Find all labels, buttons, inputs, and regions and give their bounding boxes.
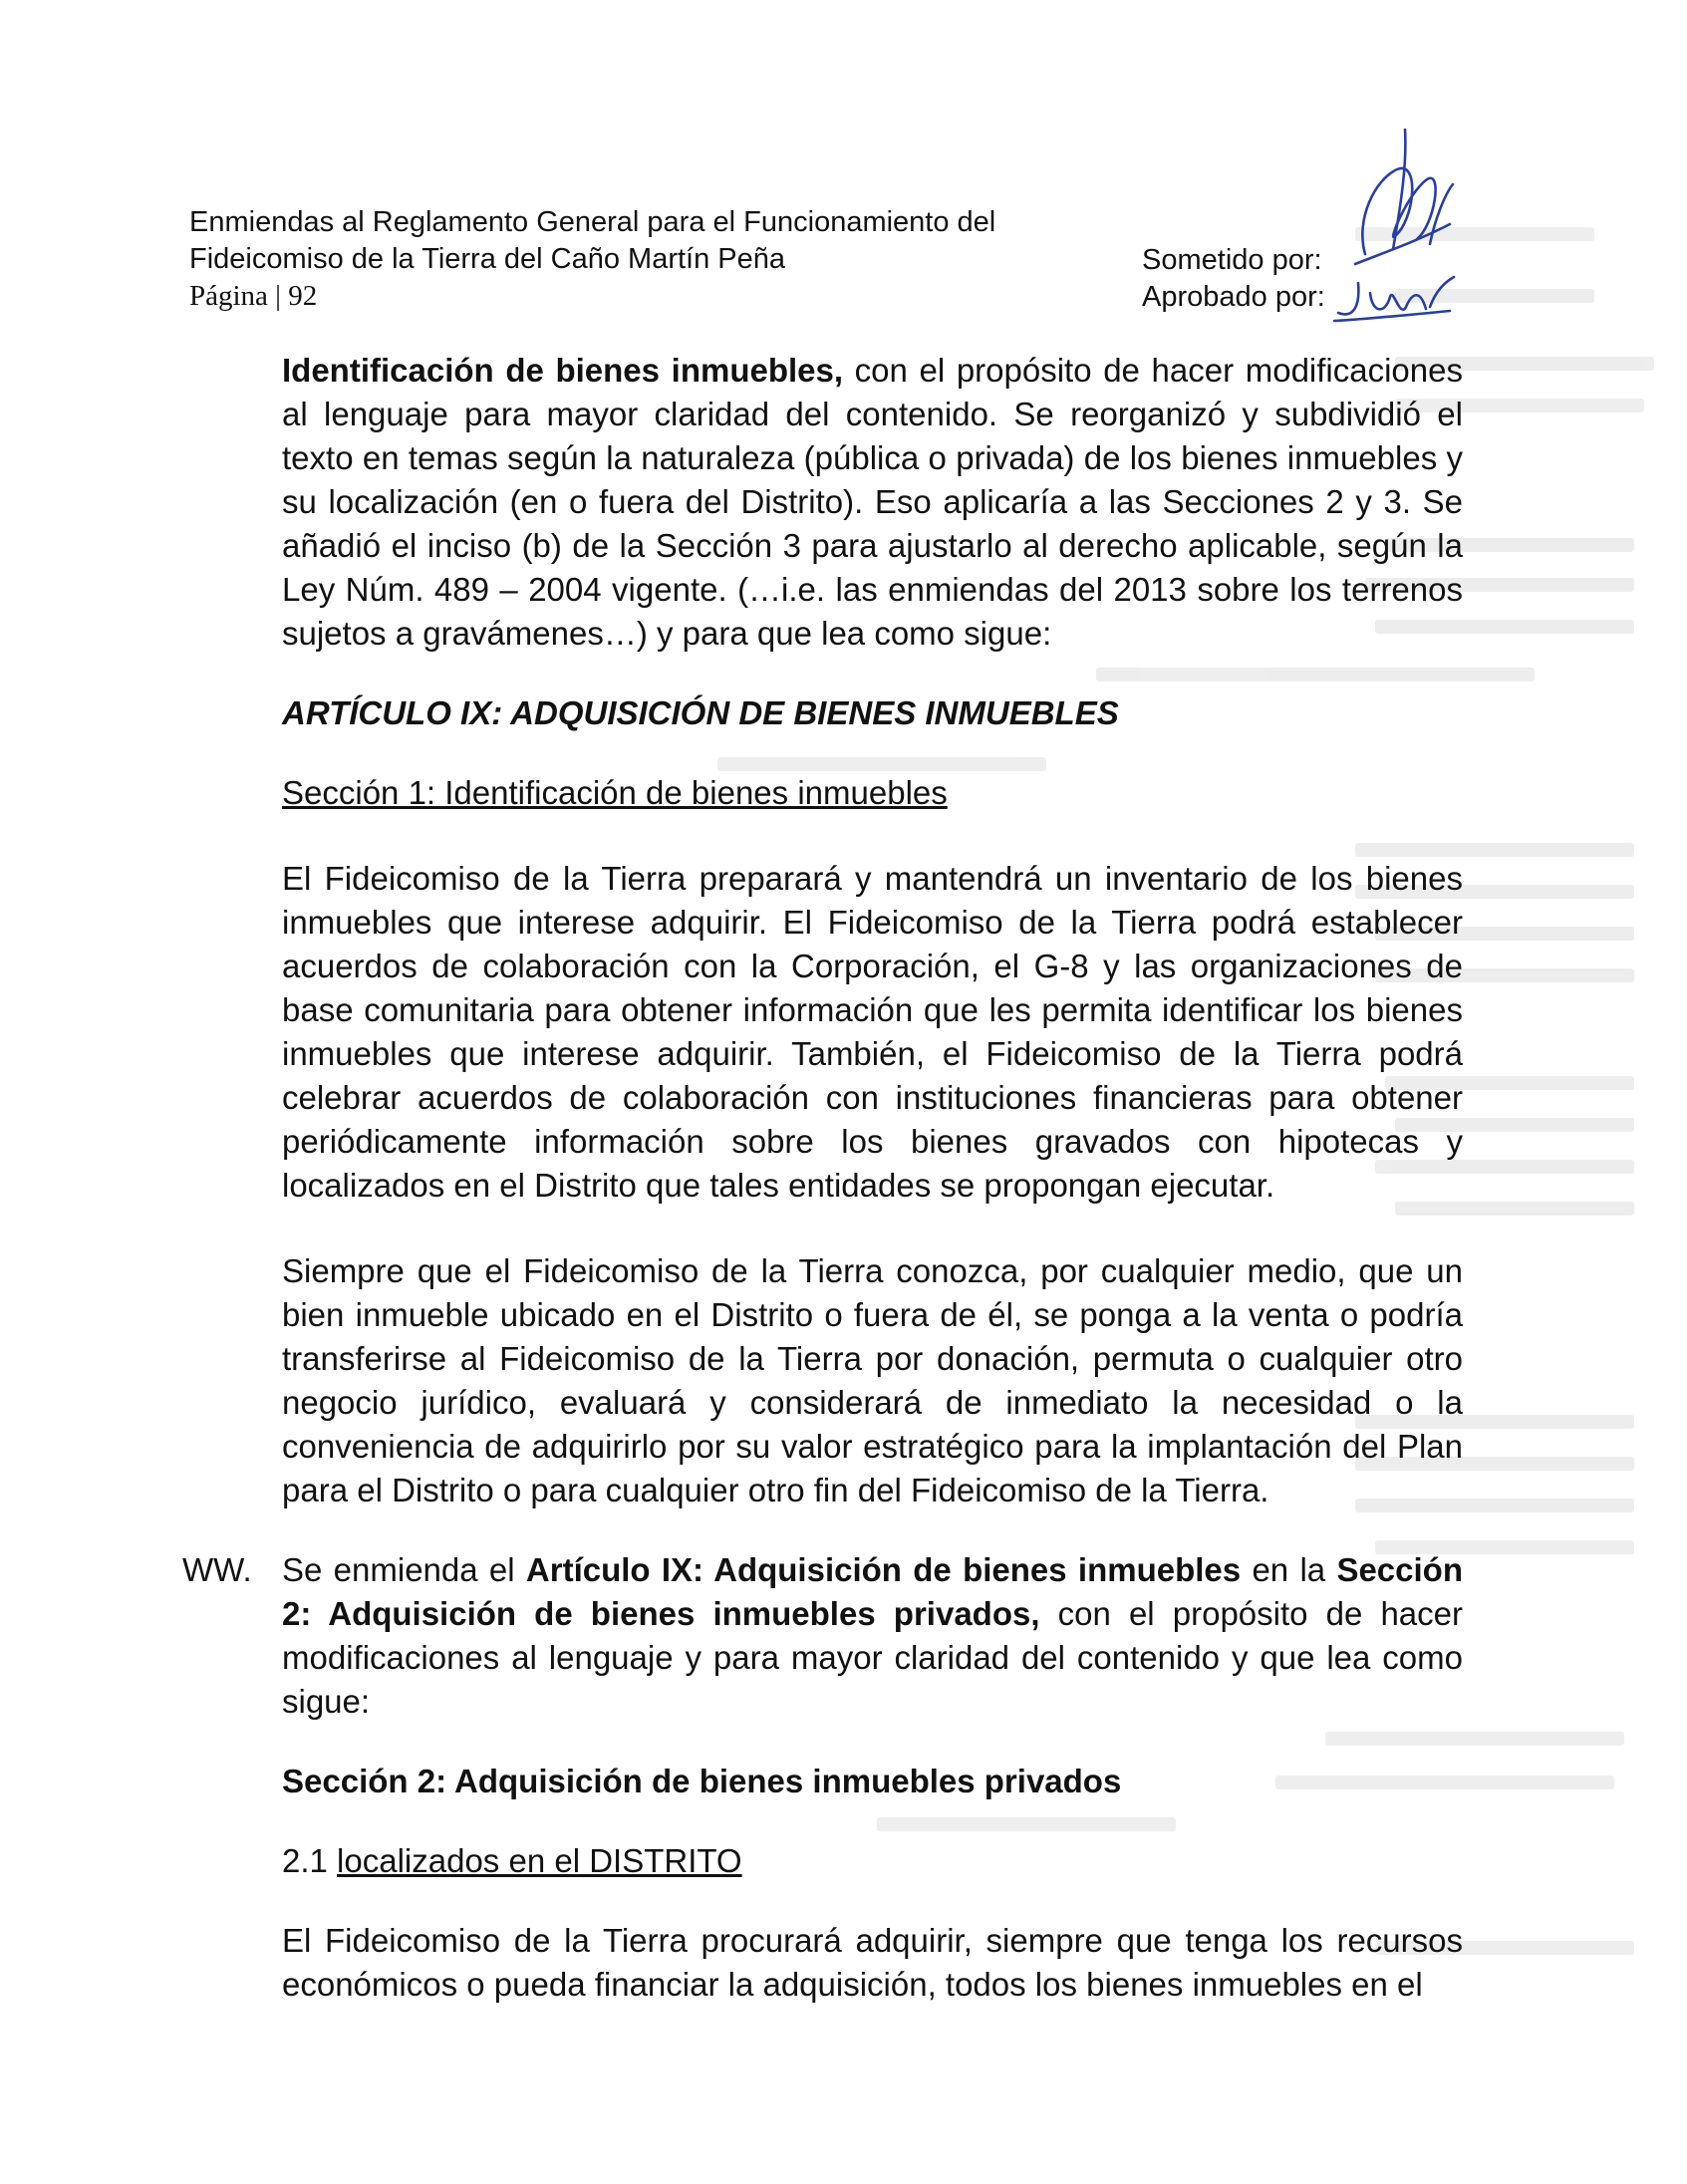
subsection-number: 2.1 <box>282 1842 338 1879</box>
amendment-text-1: Se enmienda el <box>282 1551 526 1588</box>
amendment-item-ww <box>182 1548 1463 1724</box>
amendment-article-ref: Artículo IX: Adquisición de bienes inmuebles <box>525 1551 1242 1588</box>
approved-by-label: Aprobado por: <box>1142 281 1325 313</box>
page-number: Página | 92 <box>189 280 318 312</box>
submitted-signature <box>1335 125 1465 279</box>
approval-block <box>1142 242 1325 316</box>
intro-paragraph <box>282 349 1463 656</box>
section2-title: Sección 2: Adquisición de bienes inmuebles privados <box>282 1763 1122 1799</box>
amendment-paragraph <box>282 1548 1463 1724</box>
intro-text: con el propósito de hacer modificaciones al lenguaje para mayor claridad del contenido. Se reorganizó y subdividió el texto en temas según la naturaleza (pública o privada) de los bienes inmuebles y su localización (en o fuera del Distrito). Eso aplicaría a las Secciones 2 y 3. Se añadió el inciso (b) de la Sección 3 para ajustarlo al derecho aplicable, según la Ley Núm. 489 – 2004 vigente. (…i.e. las enmiendas del 2013 sobre los terrenos sujetos a gravámenes…) y para que lea como sigue: <box>282 352 1463 652</box>
amendment-section-ref: Sección 2: Adquisición de bienes inmuebles privados, <box>282 1551 1463 1632</box>
paragraph-evaluation: Siempre que el Fideicomiso de la Tierra conozca, por cualquier medio, que un bien inmueble ubicado en el Distrito o fuera de él, se ponga a la venta o podría transferirse al Fideicomiso de la Tierra por donación, permuta o cualquier otro negocio jurídico, evaluará y considerará de inmediato la necesidad o la conveniencia de adquirirlo por su valor estratégico para la implantación del Plan para el Distrito o para cualquier otro fin del Fideicomiso de la Tierra. <box>282 1252 1463 1508</box>
subsection-2-1 <box>282 1839 1463 1883</box>
amendment-text-2: en la <box>1241 1551 1337 1588</box>
intro-bold-phrase: Identificación de bienes inmuebles, <box>282 352 844 389</box>
header-title-line2: Fideicomiso de la Tierra del Caño Martín Peña <box>189 243 786 275</box>
submitted-by-label: Sometido por: <box>1142 244 1322 276</box>
section1-title: Sección 1: Identificación de bienes inmuebles <box>282 774 948 811</box>
subsection-title: localizados en el DISTRITO <box>337 1842 742 1879</box>
paragraph-acquisition: El Fideicomiso de la Tierra procurará adquirir, siempre que tenga los recursos económicos o pueda financiar la adquisición, todos los bienes inmuebles en el <box>282 1922 1463 2003</box>
item-marker-ww: WW. <box>182 1551 252 1588</box>
document-body <box>182 349 1463 2007</box>
document-header <box>189 204 995 315</box>
article-title: ARTÍCULO IX: ADQUISICIÓN DE BIENES INMUEBLES <box>282 694 1119 731</box>
amendment-text-3: con el propósito de hacer modificaciones al lenguaje y para mayor claridad del contenido y que lea como sigue: <box>282 1595 1463 1720</box>
approved-signature <box>1330 269 1465 329</box>
header-title-line1: Enmiendas al Reglamento General para el Funcionamiento del <box>189 206 996 238</box>
paragraph-inventory: El Fideicomiso de la Tierra preparará y mantendrá un inventario de los bienes inmuebles que interese adquirir. El Fideicomiso de la Tierra podrá establecer acuerdos de colaboración con la Corporación, el G-8 y las organizaciones de base comunitaria para obtener información que les permita identificar los bienes inmuebles que interese adquirir. También, el Fideicomiso de la Tierra podrá celebrar acuerdos de colaboración con instituciones financieras para obtener periódicamente información sobre los bienes gravados con hipotecas y localizados en el Distrito que tales entidades se propongan ejecutar. <box>282 860 1463 1204</box>
